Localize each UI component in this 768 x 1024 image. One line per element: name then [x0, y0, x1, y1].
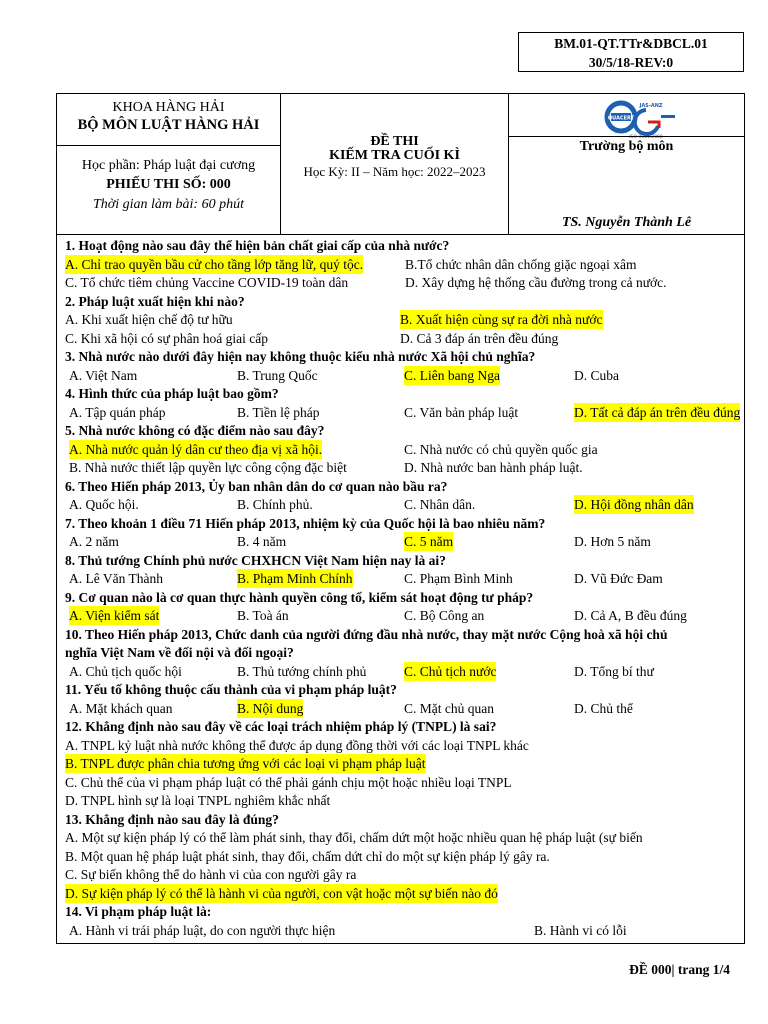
question-text	[65, 477, 744, 496]
question-label: 13. Khẳng định nào sau đây là đúng?	[65, 811, 279, 827]
answer-option: B. Tiền lệ pháp	[237, 404, 320, 420]
header-left	[57, 94, 281, 234]
answer-option: B. Toà án	[237, 608, 289, 623]
answer-row	[57, 458, 744, 477]
sheet-number: PHIẾU THI SỐ: 000	[106, 177, 231, 192]
answer-option: D. TNPL hình sự là loại TNPL nghiêm khắc nhất	[65, 793, 331, 808]
answer-option: A. Việt Nam	[69, 367, 138, 383]
logo-iso: ISO 9001:2008	[629, 135, 663, 140]
answer-option: A. Lê Văn Thành	[69, 571, 163, 586]
quacert-logo-icon	[601, 98, 691, 140]
question-text	[65, 625, 744, 644]
answer-option: B. Một quan hệ pháp luật phát sinh, thay đổi, chấm dứt chỉ do một sự kiện pháp lý gây ra.	[65, 848, 550, 864]
exam-title: ĐỀ THI	[370, 134, 419, 149]
question-text	[65, 551, 744, 570]
answer-option-highlighted: B. Phạm Minh Chính	[237, 571, 353, 586]
question-text	[65, 680, 744, 699]
answer-option: D. Cả A, B đều đúng	[574, 608, 687, 623]
answer-option: D. Tổng bí thư	[574, 663, 654, 679]
answer-row	[57, 255, 744, 274]
question-label: 3. Nhà nước nào dưới đây hiện nay không thuộc kiểu nhà nước Xã hội chủ nghĩa?	[65, 349, 536, 364]
answer-option: A. Tập quán pháp	[69, 404, 166, 420]
exam-semester: Học Kỳ: II – Năm học: 2022–2023	[303, 164, 486, 179]
answer-option: C. Văn bản pháp luật	[404, 404, 519, 420]
answer-option: B. 4 năm	[237, 534, 287, 549]
answer-option: D. Hơn 5 năm	[574, 534, 651, 549]
answer-option: C. Chủ thể của vi phạm pháp luật có thể phải gánh chịu một hoặc nhiều loại TNPL	[65, 774, 512, 790]
exam-duration: Thời gian làm bài: 60 phút	[93, 197, 244, 212]
head-title: Trường bộ môn	[579, 139, 674, 154]
answer-option-highlighted: B. TNPL được phân chia tương ứng với các loại vi phạm pháp luật	[65, 756, 426, 771]
answer-row	[57, 273, 744, 292]
question-label: 5. Nhà nước không có đặc điểm nào sau đây?	[65, 423, 325, 438]
answer-option: B. Thủ tướng chính phủ	[237, 663, 367, 679]
question-text	[65, 347, 744, 366]
department-name: BỘ MÔN LUẬT HÀNG HẢI	[77, 117, 260, 133]
document-code: BM.01-QT.TTr&DBCL.01	[554, 36, 708, 51]
answer-option: B. Nhà nước thiết lập quyền lực công cộng đặc biệt	[69, 460, 347, 475]
question-label: 12. Khẳng định nào sau đây về các loại trách nhiệm pháp lý (TNPL) là sai?	[65, 719, 497, 734]
answer-option: D. Chủ thể	[574, 700, 633, 716]
question-label: 11. Yếu tố không thuộc cấu thành của vi phạm pháp luật?	[65, 682, 397, 697]
answer-option: C. Phạm Bình Minh	[404, 571, 513, 586]
logo-mark: JAS-ANZ	[639, 103, 663, 109]
answer-row	[57, 569, 744, 588]
question-list	[56, 234, 745, 944]
answer-option: D. Nhà nước ban hành pháp luật.	[404, 460, 583, 475]
header-right	[509, 94, 744, 234]
question-label: 4. Hình thức của pháp luật bao gồm?	[65, 386, 279, 401]
answer-option: C. Tổ chức tiêm chủng Vaccine COVID-19 toàn dân	[65, 275, 349, 290]
answer-option: C. Bộ Công an	[404, 608, 485, 623]
answer-row	[57, 884, 744, 903]
answer-row	[57, 791, 744, 810]
answer-row	[57, 736, 744, 755]
answer-row	[57, 921, 744, 940]
answer-option-highlighted: D. Sự kiện pháp lý có thể là hành vi của người, con vật hoặc một sự biến nào đó	[65, 885, 498, 901]
question-text	[65, 421, 744, 440]
question-text	[65, 384, 744, 403]
answer-option: C. Khi xã hội có sự phân hoá giai cấp	[65, 330, 269, 346]
question-label: 14. Vi phạm pháp luật là:	[65, 904, 212, 919]
answer-option-highlighted: C. Chủ tịch nước	[404, 663, 497, 679]
answer-row	[57, 532, 744, 551]
answer-option: D. Xây dựng hệ thống cầu đường trong cả nước.	[405, 275, 667, 290]
question-label: 1. Hoạt động nào sau đây thể hiện bản chất giai cấp của nhà nước?	[65, 238, 450, 253]
answer-option: B. Trung Quốc	[237, 367, 318, 383]
answer-option: A. Chủ tịch quốc hội	[69, 663, 182, 679]
answer-option: A. 2 năm	[69, 534, 119, 549]
question-text-continued	[65, 643, 744, 662]
answer-option: A. Quốc hội.	[69, 497, 139, 512]
answer-row	[57, 847, 744, 866]
answer-option: A. Một sự kiện pháp lý có thể làm phát sinh, thay đổi, chấm dứt một hoặc nhiều quan hệ pháp luật (sự biến	[65, 830, 643, 845]
course-name: Học phần: Pháp luật đại cương	[81, 158, 256, 173]
question-text	[65, 810, 744, 829]
faculty-name: KHOA HÀNG HẢI	[112, 100, 225, 115]
answer-option-highlighted: A. Viện kiểm sát	[69, 608, 160, 623]
question-label: 6. Theo Hiến pháp 2013, Ủy ban nhân dân do cơ quan nào bầu ra?	[65, 478, 448, 494]
answer-option-highlighted: D. Tất cả đáp án trên đều đúng	[574, 404, 741, 420]
question-text	[65, 588, 744, 607]
page-footer: ĐỀ 000| trang 1/4	[629, 962, 730, 977]
document-revision: 30/5/18-REV:0	[588, 55, 674, 70]
answer-row	[57, 310, 744, 329]
answer-option-highlighted: B. Nội dung	[237, 700, 304, 716]
answer-option: B.Tổ chức nhân dân chống giặc ngoại xâm	[405, 256, 637, 272]
document-code-box	[518, 32, 744, 72]
head-name: TS. Nguyễn Thành Lê	[561, 215, 692, 230]
question-label: nghĩa Việt Nam về đối nội và đối ngoại?	[65, 645, 294, 660]
answer-row	[57, 662, 744, 681]
answer-row	[57, 828, 744, 847]
question-text	[65, 236, 744, 255]
answer-row	[57, 366, 744, 385]
answer-option: C. Nhà nước có chủ quyền quốc gia	[404, 441, 598, 457]
question-text	[65, 717, 744, 736]
exam-subtitle: KIẾM TRA CUỐI KÌ	[329, 148, 460, 163]
answer-row	[57, 754, 744, 773]
answer-row	[57, 440, 744, 459]
answer-row	[57, 329, 744, 348]
answer-option-highlighted: C. 5 năm	[404, 534, 454, 549]
answer-option: A. TNPL kỷ luật nhà nước không thể được áp dụng đồng thời với các loại TNPL khác	[65, 737, 529, 753]
exam-header	[56, 93, 745, 235]
answer-option: C. Mặt chủ quan	[404, 700, 494, 716]
answer-option-highlighted: C. Liên bang Nga	[404, 367, 500, 383]
answer-row	[57, 865, 744, 884]
answer-option-highlighted: A. Nhà nước quản lý dân cư theo địa vị xã hội.	[69, 441, 323, 457]
question-label: 9. Cơ quan nào là cơ quan thực hành quyền công tố, kiểm sát hoạt động tư pháp?	[65, 589, 534, 605]
answer-row	[57, 495, 744, 514]
answer-option: A. Khi xuất hiện chế độ tư hữu	[65, 312, 233, 327]
question-label: 8. Thủ tướng Chính phủ nước CHXHCN Việt Nam hiện nay là ai?	[65, 552, 446, 568]
logo-brand: QUACERT	[607, 115, 635, 122]
question-text	[65, 292, 744, 311]
question-label: 10. Theo Hiến pháp 2013, Chức danh của người đứng đầu nhà nước, thay mặt nước Cộng hoà xã hội chủ	[65, 626, 668, 642]
question-text	[65, 514, 744, 533]
answer-row	[57, 773, 744, 792]
answer-option: A. Mặt khách quan	[69, 700, 173, 716]
answer-row	[57, 606, 744, 625]
answer-option: D. Cả 3 đáp án trên đều đúng	[400, 330, 559, 346]
answer-option-highlighted: D. Hội đồng nhân dân	[574, 497, 694, 512]
answer-option: D. Vũ Đức Đam	[574, 571, 663, 586]
answer-option: B. Hành vi có lỗi	[534, 922, 627, 938]
answer-option-highlighted: A. Chỉ trao quyền bầu cử cho tầng lớp tăng lữ, quý tộc.	[65, 256, 364, 272]
question-label: 2. Pháp luật xuất hiện khi nào?	[65, 293, 245, 309]
question-text	[65, 902, 744, 921]
header-middle	[281, 94, 509, 234]
answer-row	[57, 403, 744, 422]
answer-option: C. Sự biến không thể do hành vi của con người gây ra	[65, 867, 357, 882]
answer-option: C. Nhân dân.	[404, 497, 476, 512]
answer-option: B. Chính phủ.	[237, 497, 313, 512]
answer-option-highlighted: B. Xuất hiện cùng sự ra đời nhà nước	[400, 312, 603, 327]
answer-row	[57, 699, 744, 718]
question-label: 7. Theo khoản 1 điều 71 Hiến pháp 2013, nhiệm kỳ của Quốc hội là bao nhiêu năm?	[65, 515, 546, 531]
answer-option: D. Cuba	[574, 367, 619, 383]
answer-option: A. Hành vi trái pháp luật, do con người thực hiện	[69, 922, 336, 938]
